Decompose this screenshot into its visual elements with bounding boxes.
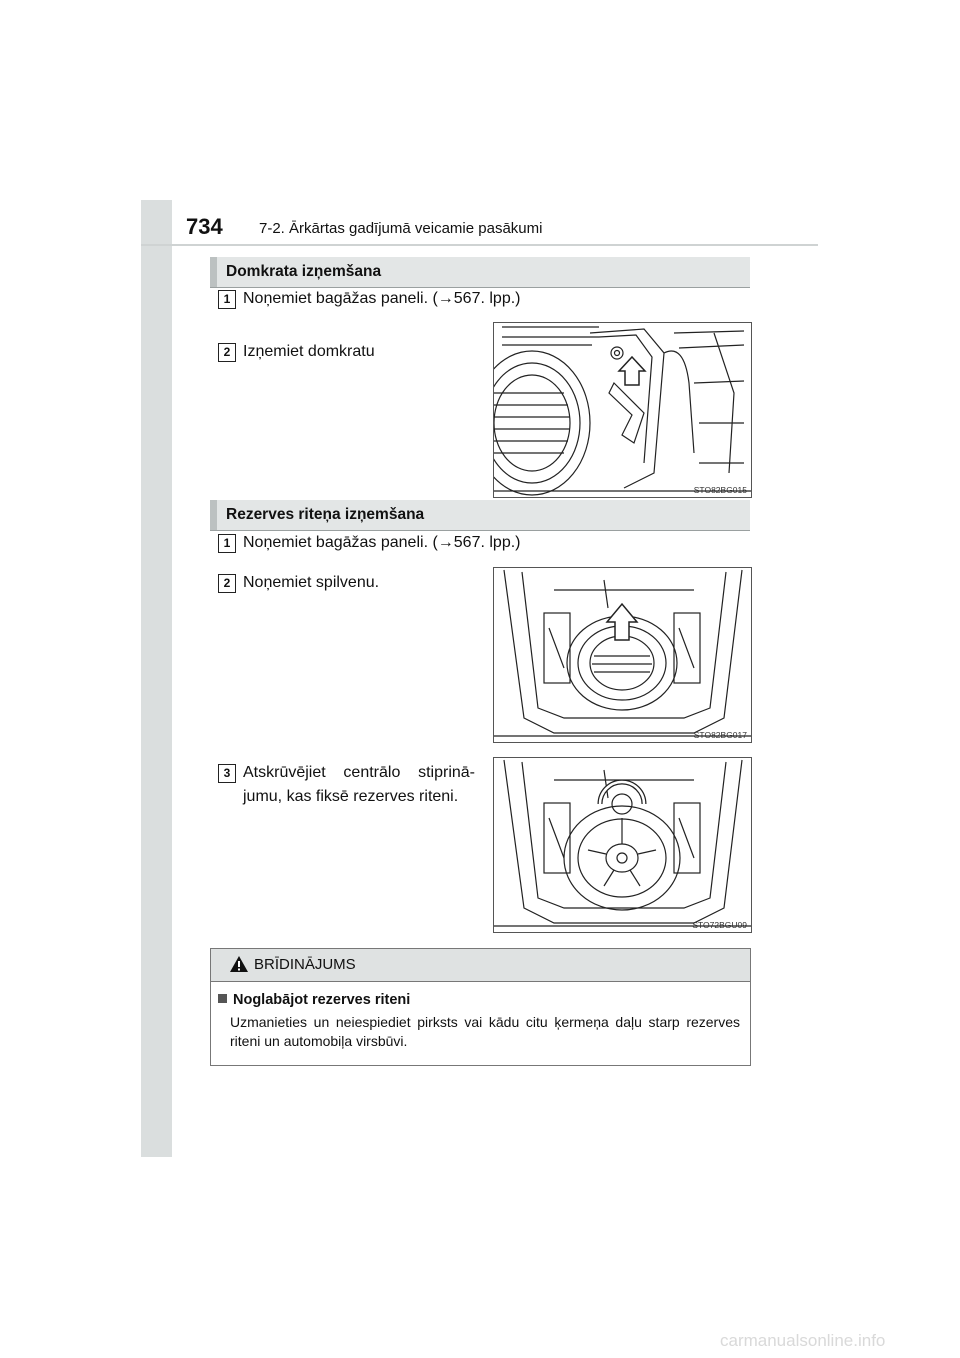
figure-cushion-removal [493, 567, 752, 743]
step-number: 2 [218, 343, 236, 362]
warning-box [210, 948, 751, 1066]
section-title: Domkrata izņemšana [226, 263, 382, 280]
figure-center-fastener [493, 757, 752, 933]
step-text: Noņemiet bagāžas paneli. (→567. lpp.) [243, 290, 521, 307]
watermark: carmanualsonline.info [720, 1331, 886, 1350]
header-divider [141, 244, 818, 246]
step-text: Noņemiet spilvenu. [243, 574, 380, 591]
warning-title: Noglabājot rezerves riteni [233, 992, 411, 1008]
step-number: 1 [218, 534, 236, 553]
page-number: 734 [186, 214, 223, 239]
warning-header [211, 949, 750, 982]
step-number: 2 [218, 574, 236, 593]
section-header-spare-tire [210, 500, 750, 531]
section-header-bar [210, 500, 217, 530]
fastener-illustration [494, 758, 751, 932]
warning-body: Uzmanieties un neiespiediet pirksts vai kādu citu ķermeņa daļu starp rezerves riteni un automobiļa virsbūvi. [230, 1014, 740, 1049]
step-text: Izņemiet domkratu [243, 343, 375, 360]
figure-code: STO82BG015 [693, 485, 747, 495]
step-text: Atskrūvējiet centrālo stiprinā-jumu, kas fiksē rezerves riteni. [243, 764, 475, 805]
figure-jack-removal [493, 322, 752, 498]
bullet-square-icon [218, 994, 227, 1003]
jack-illustration [494, 323, 751, 497]
section-header-bar [210, 257, 217, 287]
cushion-illustration [494, 568, 751, 742]
step-number: 3 [218, 764, 236, 783]
figure-code: STO72BGU09 [692, 920, 747, 930]
step-number: 1 [218, 290, 236, 309]
margin-tab [141, 200, 172, 1157]
warning-triangle-icon [229, 955, 249, 978]
section-title: Rezerves riteņa izņemšana [226, 506, 425, 523]
section-header-jack [210, 257, 750, 288]
warning-label: BRĪDINĀJUMS [254, 956, 356, 973]
step-text: Noņemiet bagāžas paneli. (→567. lpp.) [243, 534, 521, 551]
running-title: 7-2. Ārkārtas gadījumā veicamie pasākumi [259, 220, 543, 237]
warning-title-row [218, 992, 410, 1008]
figure-code: STO82BG017 [693, 730, 747, 740]
